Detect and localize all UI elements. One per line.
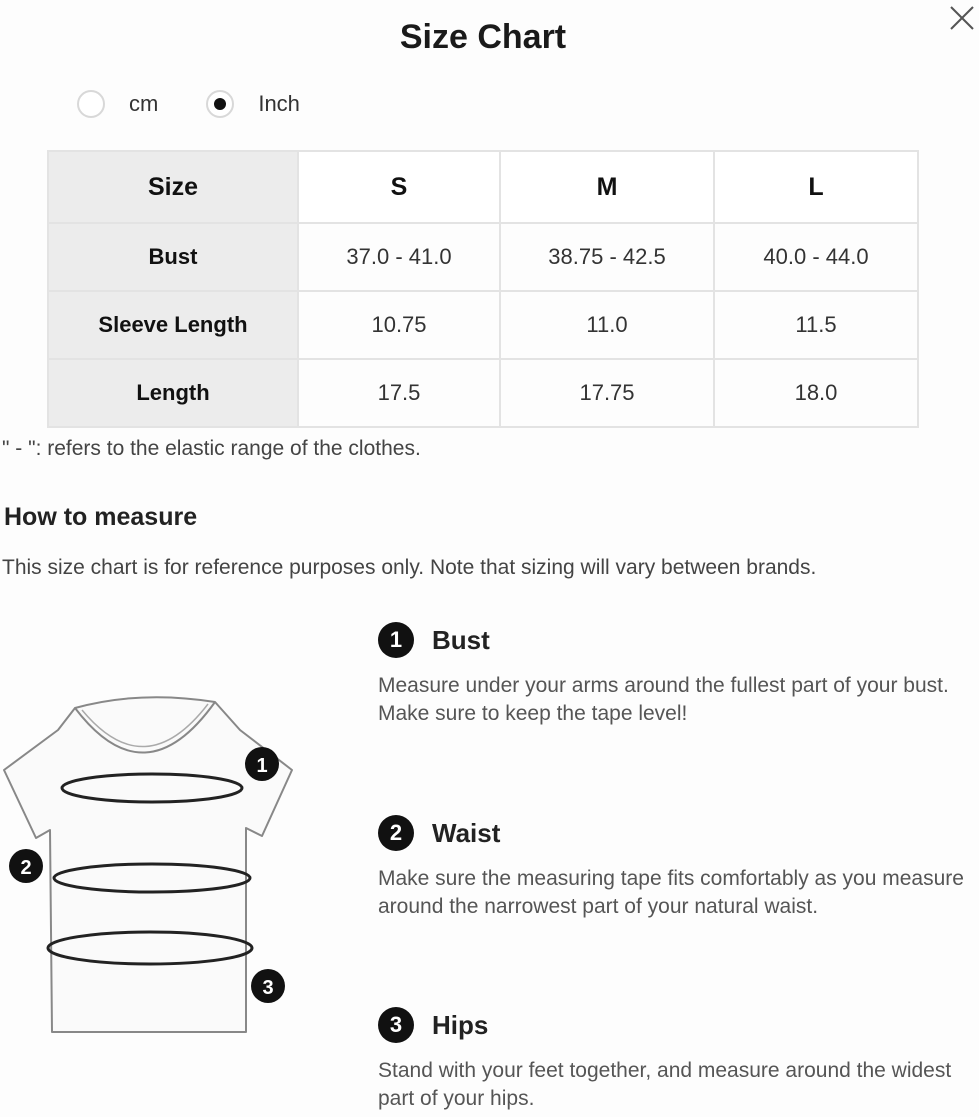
unit-label-cm: cm — [129, 91, 159, 116]
measure-desc-hips: Stand with your feet together, and measure around the widest part of your hips. — [378, 1059, 952, 1110]
table-cell: 37.0 - 41.0 — [298, 223, 500, 291]
unit-label-inch: Inch — [258, 91, 300, 116]
table-cell: 10.75 — [298, 291, 500, 359]
header-size: Size — [48, 151, 298, 223]
header-s: S — [298, 151, 500, 223]
measure-desc-bust: Measure under your arms around the fullest part of your bust. Make sure to keep the tape level! — [378, 674, 949, 725]
measure-desc-waist: Make sure the measuring tape fits comfortably as you measure around the narrowest part of your natural waist. — [378, 867, 964, 918]
unit-option-cm[interactable] — [77, 90, 158, 118]
unit-selector — [77, 90, 348, 118]
row-label-length: Length — [48, 359, 298, 427]
table-header-row — [48, 151, 918, 223]
elastic-range-note: " - ": refers to the elastic range of the clothes. — [2, 437, 421, 460]
table-cell: 17.75 — [500, 359, 714, 427]
table-row — [48, 291, 918, 359]
page-title: Size Chart — [399, 18, 567, 56]
table-cell: 40.0 - 44.0 — [714, 223, 918, 291]
table-cell: 11.0 — [500, 291, 714, 359]
measure-title-bust: Bust — [432, 624, 490, 655]
table-cell: 11.5 — [714, 291, 918, 359]
measure-item-waist — [378, 815, 968, 921]
measure-title-hips: Hips — [432, 1009, 489, 1040]
radio-cm[interactable] — [77, 90, 105, 118]
unit-option-inch[interactable] — [206, 90, 300, 118]
marker-1-number: 1 — [256, 755, 268, 777]
table-cell: 17.5 — [298, 359, 500, 427]
number-1-icon: 1 — [378, 622, 414, 658]
marker-3-number: 3 — [262, 977, 274, 999]
size-table — [47, 150, 919, 428]
how-to-measure-intro: This size chart is for reference purposes only. Note that sizing will vary between brands. — [2, 556, 817, 579]
number-3-icon: 3 — [378, 1007, 414, 1043]
radio-inch[interactable] — [206, 90, 234, 118]
table-cell: 38.75 - 42.5 — [500, 223, 714, 291]
close-button[interactable] — [946, 2, 976, 32]
measure-title-waist: Waist — [432, 817, 501, 848]
table-cell: 18.0 — [714, 359, 918, 427]
row-label-bust: Bust — [48, 223, 298, 291]
how-to-measure-heading: How to measure — [4, 503, 198, 531]
tshirt-diagram-icon — [0, 690, 300, 1040]
table-row — [48, 359, 918, 427]
header-l: L — [714, 151, 918, 223]
radio-selected-dot — [214, 98, 226, 110]
number-2-icon: 2 — [378, 815, 414, 851]
marker-2-number: 2 — [20, 857, 32, 879]
row-label-sleeve-length: Sleeve Length — [48, 291, 298, 359]
measure-item-hips — [378, 1007, 968, 1113]
measure-item-bust — [378, 622, 968, 728]
table-row — [48, 223, 918, 291]
header-m: M — [500, 151, 714, 223]
close-icon — [946, 2, 976, 32]
